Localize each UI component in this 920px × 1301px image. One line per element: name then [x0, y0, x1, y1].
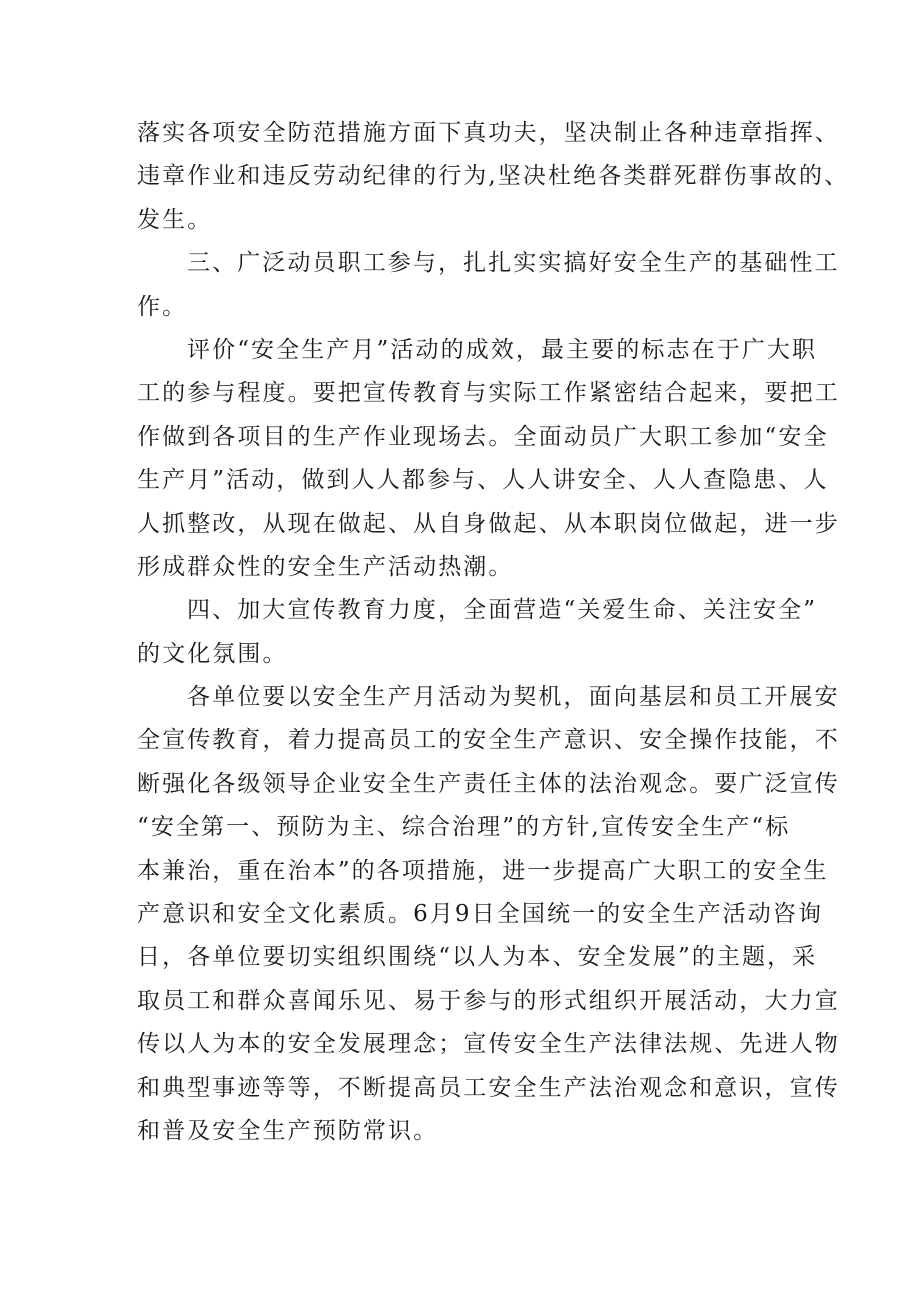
text-line: 断强化各级领导企业安全生产责任主体的法治观念。要广泛宣传 — [137, 770, 840, 797]
text-line: 日，各单位要切实组织围绕“以人为本、安全发展”的主题，采 — [137, 944, 818, 971]
text-line: 三、广泛动员职工参与，扎扎实实搞好安全生产的基础性工 — [187, 250, 840, 277]
text-line: 各单位要以安全生产月活动为契机，面向基层和员工开展安 — [187, 684, 840, 711]
text-line: 的文化氛围。 — [137, 640, 288, 667]
text-line: 评价“安全生产月”活动的成效，最主要的标志在于广大职 — [187, 336, 818, 363]
text-line: 产意识和安全文化素质。6月9日全国统一的安全生产活动咨询 — [137, 901, 824, 928]
text-line: 形成群众性的安全生产活动热潮。 — [137, 553, 514, 580]
text-line: 生产月”活动，做到人人都参与、人人讲安全、人人查隐患、人 — [137, 467, 829, 494]
text-line: 发生。 — [137, 206, 213, 233]
text-line: 作做到各项目的生产作业现场去。全面动员广大职工参加“安全 — [137, 423, 829, 450]
text-line: 作。 — [137, 293, 188, 320]
document-body-text — [137, 112, 850, 1153]
text-line: 传以人为本的安全发展理念；宣传安全生产法律法规、先进人物 — [137, 1031, 840, 1058]
text-line: “安全第一、预防为主、综合治理”的方针,宣传安全生产“标 — [137, 814, 791, 841]
text-line: 本兼治，重在治本”的各项措施，进一步提高广大职工的安全生 — [137, 857, 829, 884]
text-line: 四、加大宣传教育力度，全面营造“关爱生命、关注安全” — [187, 597, 818, 624]
text-line: 和典型事迹等等，不断提高员工安全生产法治观念和意识，宣传 — [137, 1074, 840, 1101]
text-line: 人抓整改，从现在做起、从自身做起、从本职岗位做起，进一步 — [137, 510, 840, 537]
text-line: 和普及安全生产预防常识。 — [137, 1117, 439, 1144]
text-line: 全宣传教育，着力提高员工的安全生产意识、安全操作技能，不 — [137, 727, 840, 754]
text-line: 工的参与程度。要把宣传教育与实际工作紧密结合起来，要把工 — [137, 380, 840, 407]
text-line: 违章作业和违反劳动纪律的行为,坚决杜绝各类群死群伤事故的、 — [137, 163, 850, 190]
text-line: 落实各项安全防范措施方面下真功夫，坚决制止各种违章指挥、 — [137, 120, 840, 146]
text-line: 取员工和群众喜闻乐见、易于参与的形式组织开展活动，大力宣 — [137, 987, 840, 1014]
